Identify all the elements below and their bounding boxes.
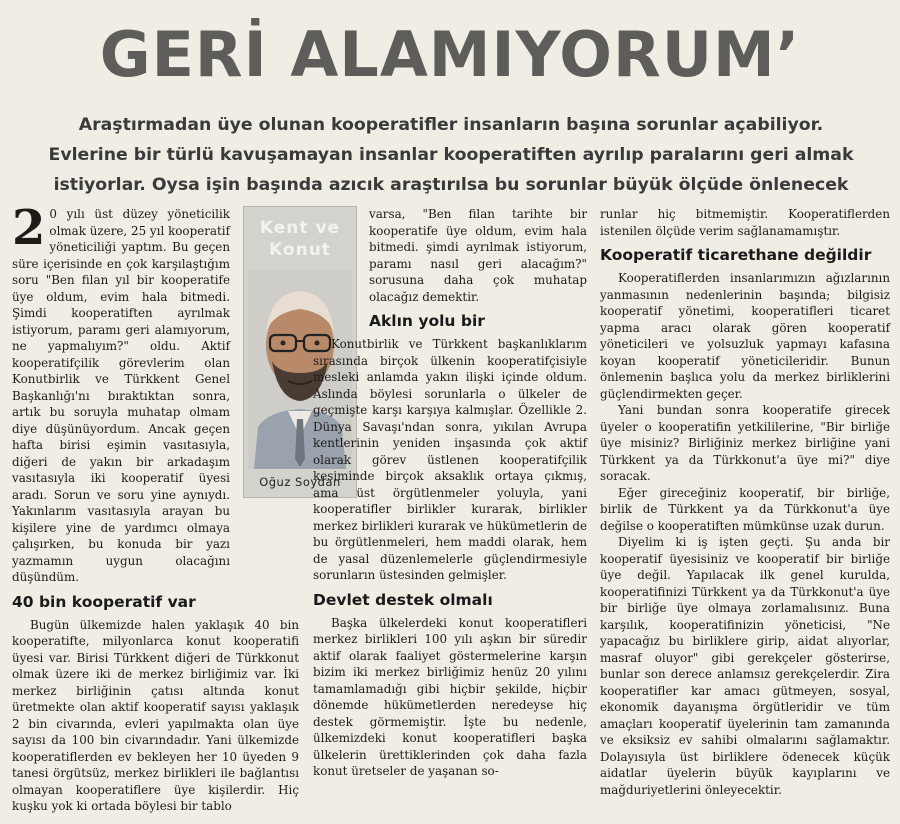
paragraph: 0 yılı üst düzey yöneticilik olmak üzere, 25 yıl kooperatif yöneticiliği yaptım. Bu geçen süre içerisinde en çok karşılaştığım soru "Ben filan yıl bir kooperatife üye oldum, evim hala bitmedi. Şimdi kooperatiften ayrılmak istiyorum, paramı geri alamıyorum, ne yapmalıyım?" oldu. Aktif kooperatifçilik görevlerim olan Konutbirlik ve Türkkent Genel Başkanlığı'nı bıraktıktan sonra, artık bu soruyla muhatap olmam diye düşünüyordum. Ancak geçen hafta birisi eşimin vasıtasıyla, diğeri de yakın bir arkadaşım vasıtasıyla iki kooperatif üyesi aradı. Sorun ve soru yine aynıydı. Yakınlarım vasıtasıyla arayan bu kişilere yine de yardımcı olmaya çalışırken, bu konuda bir yazı yazmamın uygun olacağını düşündüm. — [12, 207, 230, 584]
drop-cap: 2 — [12, 200, 46, 256]
paragraph: Yani bundan sonra kooperatife girecek üyeler o kooperatifin yetkililerine, "Bir birliğe üye misiniz? Birliğiniz merkez birliğine yani Türkkent ya da Türkkonut'a üye mi?" diye soracak. — [600, 403, 890, 483]
headline: GERİ ALAMIYORUM’ — [99, 18, 801, 91]
deck-line: istiyorlar. Oysa işin başında azıcık araştırılsa bu sorunlar büyük ölçüde önlenecek — [53, 175, 849, 195]
article-column-2 — [313, 206, 587, 780]
clipped-previous-headline — [0, 0, 900, 14]
paragraph: Konutbirlik ve Türkkent başkanlıklarım sırasında birçok ülkenin kooperatifçisiyle mesleki anlamda yakın ilişki içinde oldum. Aslında böylesi sorunlarla o ülkeler de geçmişte karşı karşıya kalmışlar. Özellikle 2. Dünya Savaşı'ndan sonra, yıkılan Avrupa kentlerinin yeniden inşasında çok aktif olarak görev üstlenen kooperatifçilik kesiminde birçok aksaklık ortaya çıkmış, ama üst örgütlenmeler yoluyla, yani kooperatifler birlikler kurarak, birlikler merkez birlikleri kurarak ve hükümetlerin de bu örgütlenmeleri, hem maddi olarak, hem de yasal düzenlemelerle güçlendirmesiyle sorunların üstesinden gelmişler. — [313, 337, 587, 582]
subheading-40-bin: 40 bin kooperatif var — [12, 592, 196, 611]
paragraph: Başka ülkelerdeki konut kooperatifleri merkez birlikleri 100 yılı aşkın bir süredir aktif olarak faaliyet göstermelerine karşın bizim iki merkez birliğimiz henüz 20 yılını tamamlamadığı gibi hiçbir şekilde, hiçbir dönemde hükümetlerden neredeyse hiç destek görmemiştir. İşte bu nedenle, ülkemizdeki konut kooperatifleri başka ülkelerin ürettiklerinden çok daha fazla konut üretseler de yaşanan so- — [313, 615, 587, 778]
paragraph: Eğer gireceğiniz kooperatif, bir birliğe, birlik de Türkkent ya da Türkkonut'a üye değilse o kooperatiften mümkünse uzak durun. — [600, 485, 890, 533]
paragraph: Kooperatiflerden insanlarımızın ağızlarının yanmasının nedenlerinin başında; bilgisiz kooperatif yönetimi, kooperatifleri ticaret yapma aracı olarak gören kooperatif yöneticileri ve yolsuzluk yapmayı kafasına koyan kooperatif yöneticileridir. Bunun önlemenin başlıca yolu da merkez birliklerini güçlendirmekten geçer. — [600, 271, 890, 401]
subheading-devlet-destek: Devlet destek olmalı — [313, 590, 493, 609]
column-title-line: Kent ve — [259, 218, 341, 238]
subheading-ticarethane: Kooperatif ticarethane değildir — [600, 246, 872, 264]
deck-line: Evlerine bir türlü kavuşamayan insanlar kooperatiften ayrılıp paralarını geri almak — [48, 145, 854, 165]
paragraph: varsa, "Ben filan tarihte bir kooperatife üye oldum, evim hala bitmedi. şimdi ayrılmak istiyorum, paramı nasıl geri alacağım?" sorusuna daha çok muhatap olacağız demektir. — [369, 207, 587, 304]
subheading-aklin-yolu: Aklın yolu bir — [369, 312, 485, 330]
column-title-line: Konut — [269, 240, 331, 260]
author-byline: Oğuz Soydan — [259, 475, 341, 489]
deck — [18, 110, 884, 200]
paragraph: runlar hiç bitmemiştir. Kooperatiflerden istenilen ölçüde verim sağlanamamıştır. — [600, 207, 890, 238]
paragraph: Bugün ülkemizde halen yaklaşık 40 bin kooperatifte, milyonlarca konut kooperatifi üyesi var. Birisi Türkkent diğeri de Türkkonut olmak üzere iki de merkez birliğimiz var. İki merkez birliğinin çatısı altında konut üretmekte olan aktif kooperatif sayısı yaklaşık 2 bin civarında, evleri yapılmakta olan üye sayısı da 100 bin civarındadır. Yani ülkemizde kooperatiflerden ev bekleyen her 10 üyeden 9 tanesi örgütsüz, merkez birlikleri ile bağlantısı olmayan kooperatiflere üye kişilerdir. Hiç kuşku yok ki ortada böylesi bir tablo — [12, 617, 299, 813]
paragraph: Diyelim ki iş işten geçti. Şu anda bir kooperatif üyesisiniz ve kooperatif bir birliğe üye değil. Yapılacak ilk genel kurulda, kooperatifinizi Türkkent ya da Türkkonut'a üye bir birliğe üye olmaya zorlamalısınız. Buna karşılık, kooperatifinizin yöneticisi, "Ne yapacağız bu birliklere girip, aidat alıyorlar, masraf oluyor" gibi gerekçeler gösterirse, bunlar son derece anlamsız gerekçelerdir. Zira kooperatifler kar amacı gütmeyen, sosyal, ekonomik dayanışma örgütleridir ve tüm amaçları kooperatif üyelerinin tam zamanında ve eksiksiz ev sahibi olmalarını sağlamaktır. Dolayısıyla üst birliklere ödenecek küçük aidatlar üyelerin büyük kayıplarını ve mağduriyetlerini önleyecektir. — [600, 535, 890, 797]
article-column-3 — [600, 206, 890, 798]
deck-line: Araştırmadan üye olunan kooperatifler insanların başına sorunlar açabiliyor. — [78, 115, 824, 135]
